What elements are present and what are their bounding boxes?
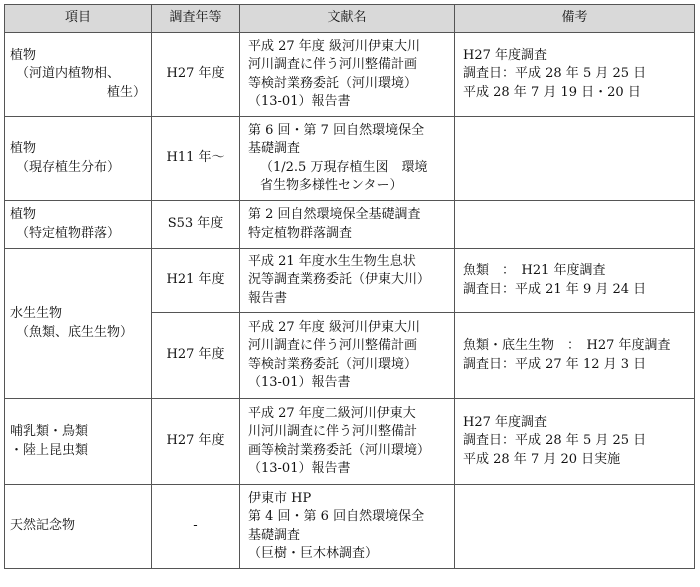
table-row: [5, 249, 695, 313]
literature-line: 第 6 回・第 7 回自然環境保全: [248, 122, 425, 138]
literature-line: 等検討業務委託（河川環境）: [248, 356, 418, 372]
remarks-line: H27 年度調査: [463, 414, 548, 430]
literature-line: 第 2 回自然環境保全基礎調査: [248, 207, 421, 222]
item-line: 天然記念物: [10, 518, 76, 534]
literature-line: 川河川調査に伴う河川整備計: [248, 424, 418, 439]
remarks-cell: [455, 201, 695, 249]
year-cell: H21 年度: [152, 249, 240, 313]
item-line: （魚類、底生生物）: [16, 324, 134, 340]
literature-cell: [240, 313, 455, 399]
remarks-line: 平成 28 年 7 月 20 日実施: [463, 451, 621, 467]
item-line: （現存植生分布）: [16, 159, 121, 175]
item-line: 植生）: [106, 84, 146, 100]
item-line: 哺乳類・鳥類: [10, 424, 89, 439]
remarks-cell: [455, 399, 695, 485]
remarks-cell: [455, 249, 695, 313]
literature-line: （13-01）報告書: [248, 94, 351, 109]
literature-line: 況等調査業務委託（伊東大川）: [248, 272, 431, 288]
item-line: 植物: [10, 141, 37, 156]
item-line: 植物: [10, 207, 37, 222]
item-cell: [5, 33, 152, 117]
table-row: [5, 399, 695, 485]
literature-line: （13-01）報告書: [248, 461, 351, 476]
year-cell: H27 年度: [152, 399, 240, 485]
year-cell: -: [152, 485, 240, 569]
item-line: （特定植物群落）: [16, 225, 121, 241]
year-cell: H27 年度: [152, 33, 240, 117]
year-cell: H27 年度: [152, 313, 240, 399]
literature-line: 基礎調査: [248, 527, 301, 543]
literature-line: 平成 27 年度 級河川伊東大川: [248, 319, 420, 335]
item-cell: [5, 117, 152, 201]
remarks-line: 平成 28 年 7 月 19 日・20 日: [463, 84, 641, 100]
remarks-cell: [455, 33, 695, 117]
item-cell: [5, 485, 152, 569]
item-line: ・陸上昆虫類: [10, 442, 89, 458]
literature-line: 第 4 回・第 6 回自然環境保全: [248, 509, 425, 524]
table-row: [5, 201, 695, 249]
remarks-line: 調査日：平成 28 年 5 月 25 日: [463, 433, 647, 449]
year-cell: H11 年～: [152, 117, 240, 201]
table-row: [5, 33, 695, 117]
item-cell: [5, 249, 152, 399]
table-row: [5, 485, 695, 569]
literature-line: 平成 21 年度水生生物生息状: [248, 253, 416, 269]
header-literature: 文献名: [240, 5, 455, 33]
remarks-line: 調査日：平成 21 年 9 月 24 日: [463, 281, 647, 297]
remarks-line: 調査日：平成 28 年 5 月 25 日: [463, 66, 647, 82]
item-line: 水生生物: [10, 306, 63, 321]
remarks-cell: [455, 117, 695, 201]
literature-line: （巨樹・巨木林調査）: [248, 546, 379, 561]
literature-cell: [240, 399, 455, 485]
literature-line: 基礎調査: [248, 141, 301, 156]
literature-line: （13-01）報告書: [248, 375, 351, 390]
literature-line: 河川調査に伴う河川整備計画: [248, 338, 418, 353]
literature-line: 特定植物群落調査: [248, 225, 353, 241]
remarks-cell: [455, 313, 695, 399]
literature-line: 河川調査に伴う河川整備計画: [248, 57, 418, 72]
remarks-line: 魚類 ： H21 年度調査: [463, 263, 606, 278]
literature-line: 省生物多様性センター）: [260, 178, 403, 193]
literature-cell: [240, 485, 455, 569]
item-cell: [5, 201, 152, 249]
header-year: 調査年等: [152, 5, 240, 33]
literature-cell: [240, 33, 455, 117]
remarks-cell: [455, 485, 695, 569]
literature-cell: [240, 117, 455, 201]
literature-line: 平成 27 年度二級河川伊東大: [248, 405, 416, 421]
table-header-row: [5, 5, 695, 33]
remarks-line: 調査日：平成 27 年 12 月 3 日: [463, 356, 647, 372]
table-row: [5, 117, 695, 201]
item-line: 植物: [10, 47, 37, 63]
literature-line: （1/2.5 万現存植生図 環境: [260, 159, 428, 175]
literature-line: 等検討業務委託（河川環境）: [248, 75, 418, 91]
literature-line: 画等検討業務委託（河川環境）: [248, 442, 431, 458]
header-item: 項目: [5, 5, 152, 33]
header-remarks: 備考: [455, 5, 695, 33]
literature-table: [4, 4, 695, 569]
year-cell: S53 年度: [152, 201, 240, 249]
literature-line: 伊東市 HP: [248, 490, 312, 506]
remarks-line: 魚類・底生生物 ： H27 年度調査: [463, 338, 671, 353]
literature-line: 平成 27 年度 級河川伊東大川: [248, 38, 420, 54]
literature-cell: [240, 249, 455, 313]
item-cell: [5, 399, 152, 485]
literature-cell: [240, 201, 455, 249]
literature-line: 報告書: [248, 290, 288, 306]
item-line: （河道内植物相、: [16, 66, 121, 82]
remarks-line: H27 年度調査: [463, 47, 548, 63]
